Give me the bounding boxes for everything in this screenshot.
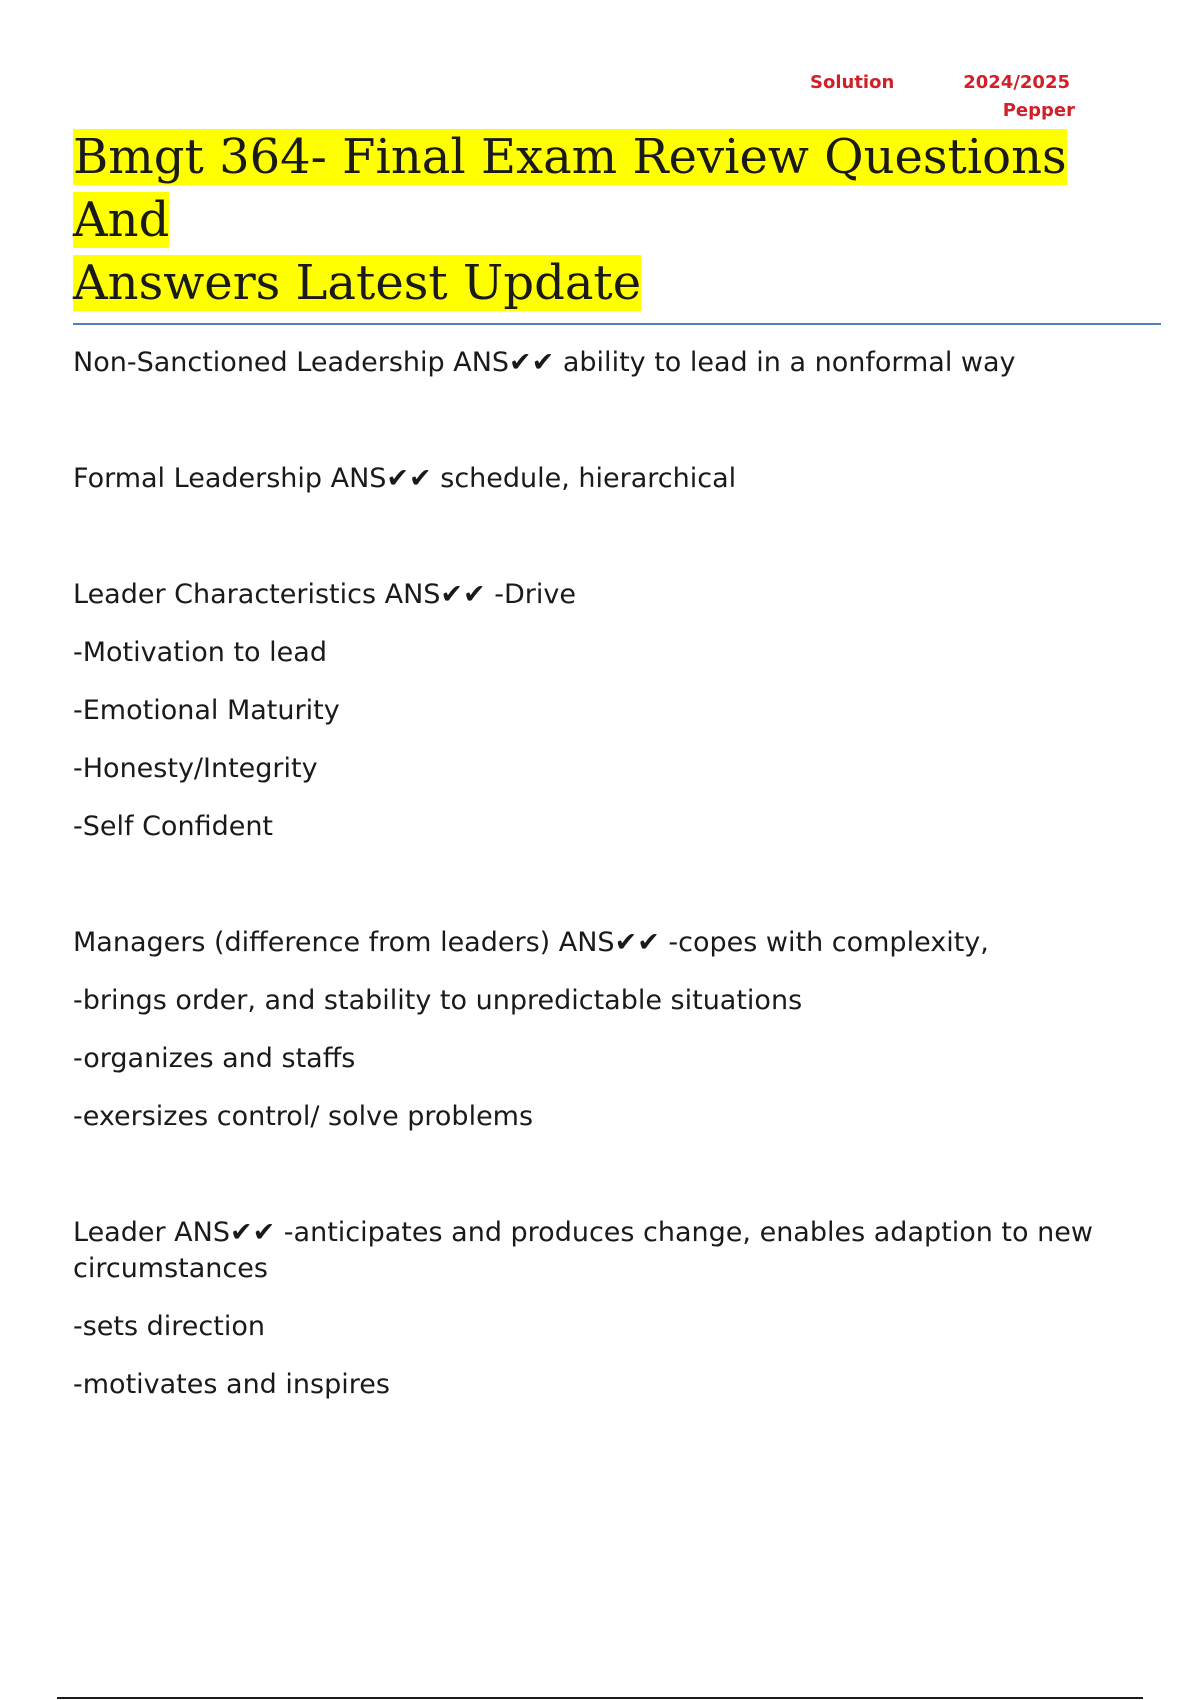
qa-line: -sets direction [73,1311,265,1342]
solution-label: Solution [810,72,895,93]
qa-line: Non-Sanctioned Leadership ANS✔✔ ability to lead in a nonformal way [73,347,1016,378]
author-label: Pepper [1002,100,1075,121]
title-line-1: Bmgt 364- Final Exam Review Questions And [73,129,1067,248]
qa-item-managers [73,925,1153,1135]
qa-line: -Motivation to lead [73,637,327,668]
title-line-2: Answers Latest Update [73,255,642,311]
footer-divider [57,1697,1143,1699]
qa-line: -Honesty/Integrity [73,753,318,784]
year-label: 2024/2025 [963,72,1070,93]
title-block [73,126,1161,325]
qa-item-formal-leadership [73,461,1153,497]
qa-item-non-sanctioned-leadership [73,345,1153,381]
qa-line: -Emotional Maturity [73,695,340,726]
page-title [73,126,1161,315]
qa-line: Managers (difference from leaders) ANS✔✔ -copes with complexity, [73,927,989,958]
qa-content [73,345,1153,1483]
qa-line: -motivates and inspires [73,1369,390,1400]
document-header-meta [770,72,1075,121]
qa-line: Leader ANS✔✔ -anticipates and produces change, enables adaption to new circumstances [73,1217,1093,1284]
qa-line: -brings order, and stability to unpredictable situations [73,985,803,1016]
qa-line: Leader Characteristics ANS✔✔ -Drive [73,579,576,610]
qa-line: -exersizes control/ solve problems [73,1101,534,1132]
qa-line: -organizes and staffs [73,1043,356,1074]
qa-item-leader-characteristics [73,577,1153,845]
qa-item-leader [73,1215,1153,1403]
qa-line: -Self Confident [73,811,274,842]
title-divider [73,323,1161,325]
qa-line: Formal Leadership ANS✔✔ schedule, hierarchical [73,463,737,494]
